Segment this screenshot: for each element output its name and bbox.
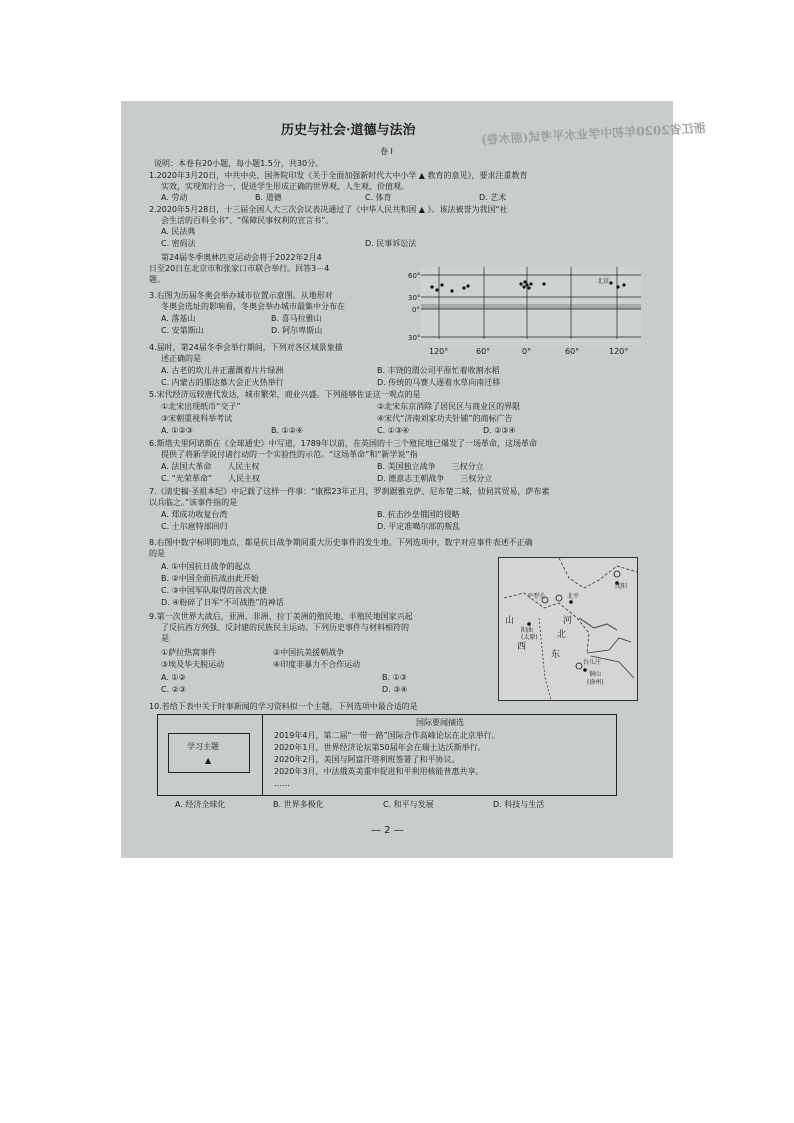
chart-x-0: 0° xyxy=(522,347,532,356)
q4-stem-line1: 4.届时，第24届冬季会举行期间，下列对各区域景象描 xyxy=(149,343,343,352)
topic-blank: ▲ xyxy=(205,756,212,765)
city-dot xyxy=(616,285,619,288)
q9-item-1: ①萨拉热窝事件 xyxy=(161,648,217,657)
city-dot xyxy=(519,282,522,285)
chart-y-30: 30° xyxy=(408,294,421,302)
city-dot xyxy=(450,289,453,292)
q4-stem-line2: 述正确的是 xyxy=(161,354,201,363)
chart-x-60e: 60° xyxy=(565,347,580,356)
map-label-yangqu: 阳曲 xyxy=(521,627,534,634)
city-dot xyxy=(466,284,469,287)
q7-stem-line1: 7.《清史稿·圣祖本纪》中记载了这样一件事：“康熙23年正月，罗刹踞雅克萨、尼布楚二城，侦伺其贸易，萨布素 xyxy=(149,487,550,496)
q9-item-2: ②中国抗美援朝战争 xyxy=(273,648,345,657)
q2-option-d: D. 民事诉讼法 xyxy=(365,239,417,248)
chart-x-120e: 120° xyxy=(609,347,629,356)
bleed-through-text: 浙江省2020年初中学业水平考试(丽水卷) xyxy=(480,121,706,147)
q5-item-1: ①北宋出现纸币“交子” xyxy=(161,402,241,411)
topic-label: 学习主题 xyxy=(187,742,219,751)
river-line xyxy=(539,618,551,700)
q2-stem-line2: 会生活的百科全书”、“保障民事权利的宣言书”。 xyxy=(161,216,334,225)
q1-option-b: B. 道德 xyxy=(255,193,282,202)
q1-stem-line1: 1.2020年3月20日，中共中央、国务院印发《关于全面加强新时代大中小学 ▲ 教育的意见》，要求注重教育 xyxy=(149,171,528,180)
q1-option-c: C. 体育 xyxy=(365,193,392,202)
q4-option-d: D. 传统的马赛人逐着水草向南迁移 xyxy=(377,378,501,387)
q5-item-2: ②北宋东京消除了居民区与商业区的界限 xyxy=(377,402,521,411)
map-label-shenyang: 沈阳 xyxy=(615,583,628,590)
q10-option-b: B. 世界多极化 xyxy=(273,800,324,809)
city-dot xyxy=(542,282,545,285)
q3-stem-line2: 冬奥会选址的影响看，冬奥会举办城市最集中分布在 xyxy=(161,302,345,311)
city-dot xyxy=(529,282,532,285)
chart-y-60: 60° xyxy=(408,272,421,280)
marker-4 xyxy=(576,663,582,669)
q3-option-c: C. 安第斯山 xyxy=(161,326,204,335)
q10-option-a: A. 经济全球化 xyxy=(175,800,226,809)
map-label-shan: 山 xyxy=(505,616,515,626)
q9-item-4: ④印度非暴力不合作运动 xyxy=(273,660,361,669)
anti-japanese-war-map xyxy=(498,557,638,701)
q9-stem-line1: 9.第一次世界大战后，亚洲、非洲、拉丁美洲的殖民地、半殖民地国家兴起 xyxy=(149,612,413,621)
q5-option-c: C. ①③④ xyxy=(377,426,410,435)
q4-option-c: C. 内蒙古的那达慕大会正火热举行 xyxy=(161,378,284,387)
shared-stem-line3: 题。 xyxy=(149,275,165,284)
q9-option-b: B. ①③ xyxy=(382,673,407,682)
map-label-dong: 东 xyxy=(551,650,561,660)
section-label: 卷 Ⅰ xyxy=(380,147,393,156)
map-label-he: 河 xyxy=(563,616,573,626)
q8-stem-line2: 的是 xyxy=(149,549,165,558)
q5-option-a: A. ①②③ xyxy=(161,426,193,435)
exam-paper-photo xyxy=(121,101,706,858)
city-dot xyxy=(523,280,526,283)
map-label-pingxingguan: 平型关 xyxy=(527,593,546,600)
q2-option-a: A. 民法典 xyxy=(161,227,196,236)
q2-stem-line1: 2.2020年5月28日，十三届全国人大三次会议表决通过了《中华人民共和国 ▲ 》。该法被誉为我国“社 xyxy=(149,205,508,214)
map-label-bei: 北 xyxy=(557,630,567,640)
q8-option-b: B. ②中国全面抗战由此开始 xyxy=(161,574,259,583)
marker-3 xyxy=(556,595,562,601)
q10-option-c: C. 和平与发展 xyxy=(383,800,434,809)
q7-stem-line2: 以兵临之。”该事件指的是 xyxy=(149,498,238,507)
q6-option-c: C. “光荣革命” 人民主权 xyxy=(161,474,260,483)
city-dot xyxy=(440,283,443,286)
q1-option-d: D. 艺术 xyxy=(479,193,507,202)
q1-stem-line2: 实效，实现知行合一，促进学生形成正确的世界观、人生观、价值观。 xyxy=(161,182,409,191)
q6-option-b: B. 美国独立战争 三权分立 xyxy=(377,462,484,471)
chart-y-30s: 30° xyxy=(408,334,421,342)
news-table xyxy=(157,714,617,796)
q6-option-d: D. 德意志王朝战争 三权分立 xyxy=(377,474,493,483)
chart-x-120w: 120° xyxy=(429,347,449,356)
q9-option-c: C. ②③ xyxy=(161,685,187,694)
equator-band xyxy=(421,304,641,309)
shared-stem-line1: 第24届冬季奥林匹克运动会将于2022年2月4 xyxy=(161,253,322,262)
news-item-3: 2020年2月，美国与阿富汗塔利班签署了和平协议。 xyxy=(274,755,460,764)
instructions: 说明：本卷有20小题，每小题1.5分，共30分。 xyxy=(154,159,324,168)
marker-1 xyxy=(614,571,620,577)
q7-option-a: A. 郑成功收复台湾 xyxy=(161,510,228,519)
q9-option-a: A. ①② xyxy=(161,673,186,682)
page-number: — 2 — xyxy=(371,825,404,836)
city-dot xyxy=(525,283,528,286)
q9-stem-line3: 是 xyxy=(161,634,169,643)
beijing-label: 北京 xyxy=(597,278,610,285)
q3-option-d: D. 阿尔卑斯山 xyxy=(271,326,323,335)
q7-option-b: B. 抗击沙皇俄国的侵略 xyxy=(377,510,460,519)
news-title: 国际要闻摘选 xyxy=(416,718,464,727)
map-label-tongshan: 铜山 xyxy=(589,671,602,678)
q5-option-d: D. ②③④ xyxy=(483,426,516,435)
q6-option-a: A. 法国大革命 人民主权 xyxy=(161,462,260,471)
winter-olympics-host-cities-map xyxy=(421,267,641,345)
q9-stem-line2: 了反抗西方列强、反封建的民族民主运动。下列历史事件与材料相符的 xyxy=(161,623,409,632)
q5-item-4: ④宋代“济南刘家功夫针铺”的商标广告 xyxy=(377,414,513,423)
city-dot xyxy=(522,285,525,288)
q5-stem: 5.宋代经济远较唐代发达，城市繁荣，商业兴盛。下列能够佐证这一观点的是 xyxy=(149,390,421,399)
map-label-taiyuan: (太原) xyxy=(521,634,538,641)
tongshan-dot xyxy=(583,668,587,672)
topic-cell xyxy=(158,715,263,795)
q7-option-c: C. 土尔扈特部回归 xyxy=(161,522,228,531)
city-dot xyxy=(622,283,625,286)
q3-option-a: A. 落基山 xyxy=(161,314,196,323)
q5-item-3: ③宋朝重视科举考试 xyxy=(161,414,233,423)
shared-stem-line2: 日至20日在北京市和张家口市联合举行。回答3－4 xyxy=(149,264,330,273)
q3-stem-line1: 3.右图为历届冬奥会举办城市位置示意图。从地形对 xyxy=(149,291,333,300)
q8-option-d: D. ④粉碎了日军“不可战胜”的神话 xyxy=(161,598,284,607)
q7-option-d: D. 平定准噶尔部的叛乱 xyxy=(377,522,461,531)
topic-box xyxy=(168,733,250,773)
q9-item-3: ③埃及华夫脱运动 xyxy=(161,660,225,669)
map-drawing xyxy=(499,558,637,700)
chart-y-0: 0° xyxy=(412,306,420,314)
q6-stem-line2: 提供了将新学说付诸行动的一个实验性的示范。“这场革命”和“新学说”指 xyxy=(161,450,418,459)
news-item-2: 2020年1月，世界经济论坛第50届年会在瑞士达沃斯举行。 xyxy=(274,743,486,752)
q8-option-c: C. ③中国军队取得的首次大捷 xyxy=(161,586,267,595)
q4-option-b: B. 丰饶的渭公司平原忙着收割水稻 xyxy=(377,366,500,375)
map-label-xi: 西 xyxy=(517,642,527,652)
city-dot xyxy=(430,285,433,288)
q9-option-d: D. ③④ xyxy=(382,685,408,694)
q4-option-a: A. 古老的坎儿井正灌溉着片片绿洲 xyxy=(161,366,284,375)
page-title: 历史与社会·道德与法治 xyxy=(281,123,416,138)
q6-stem-line1: 6.斯塔夫里阿诺斯在《全球通史》中写道，1789年以前，在英国的十三个殖民地已爆发了一场革命，这场革命 xyxy=(149,439,537,448)
q10-stem: 10.若给下表中关于时事新闻的学习资料拟一个主题，下列选项中最合适的是 xyxy=(149,702,418,711)
map-label-beiping: 北平 xyxy=(567,593,580,600)
city-dot xyxy=(527,286,530,289)
q3-option-b: B. 喜马拉雅山 xyxy=(271,314,322,323)
news-item-5: …… xyxy=(274,779,290,788)
city-dot xyxy=(435,288,438,291)
q2-option-c: C. 密码法 xyxy=(161,239,196,248)
city-dot xyxy=(462,286,465,289)
map-label-xuzhou: (徐州) xyxy=(587,679,604,686)
news-item-4: 2020年3月，中法俄英美重申促进和平利用核能普惠共享。 xyxy=(274,767,484,776)
news-item-1: 2019年4月，第二届“一带一路”国际合作高峰论坛在北京举行。 xyxy=(274,731,500,740)
q10-option-d: D. 科技与生活 xyxy=(493,800,545,809)
q8-stem-line1: 8.右图中数字标明的地点，都是抗日战争期间重大历史事件的发生地。下列选项中，数字对应事件表述不正确 xyxy=(149,538,533,547)
q8-option-a: A. ①中国抗日战争的起点 xyxy=(161,562,251,571)
q5-option-b: B. ①②④ xyxy=(271,426,304,435)
city-dot xyxy=(609,281,612,284)
chart-x-60w: 60° xyxy=(476,347,491,356)
map-label-taierzhuang: 台儿庄 xyxy=(583,659,602,666)
q1-option-a: A. 劳动 xyxy=(161,193,188,202)
coastline xyxy=(587,638,631,653)
